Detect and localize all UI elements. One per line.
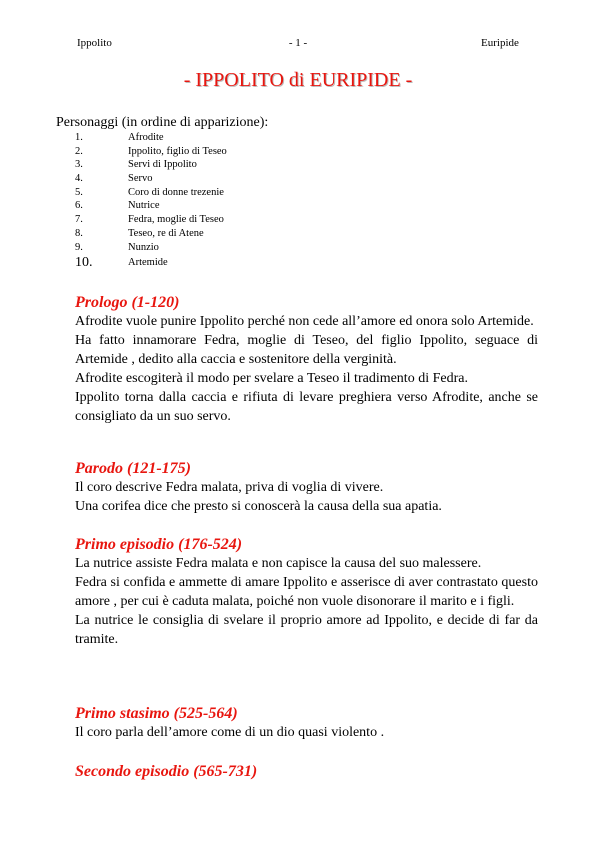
character-name: Afrodite: [128, 132, 164, 143]
item-number: 9.: [75, 241, 83, 253]
section-primo-episodio: [75, 535, 538, 650]
character-name: Coro di donne trezenie: [128, 186, 224, 198]
paragraph: Ippolito torna dalla caccia e rifiuta di levare preghiera verso Afrodite, anche se consigliato da un suo servo.: [75, 389, 538, 424]
header-left: Ippolito: [77, 37, 112, 49]
section-heading: Primo episodio (176-524): [75, 536, 243, 553]
section-heading: Prologo (1-120): [75, 294, 180, 311]
list-item: [75, 158, 227, 172]
paragraph: Fedra si confida e ammette di amare Ippolito e asserisce di aver contrastato questo amore , per cui è caduta malata, poiché non vuole disonorare il marito e i figli.: [75, 574, 538, 609]
paragraph: La nutrice le consiglia di svelare il proprio amore ad Ippolito, e decide di far da tramite.: [75, 612, 538, 647]
section-heading: Primo stasimo (525-564): [75, 705, 238, 722]
item-number: 1.: [75, 132, 83, 143]
item-number: 7.: [75, 214, 83, 226]
section-primo-stasimo: [75, 704, 538, 743]
item-number: 6.: [75, 200, 83, 212]
character-name: Artemide: [128, 257, 168, 269]
list-item: [75, 253, 227, 273]
item-number: 8.: [75, 227, 83, 239]
list-item: [75, 241, 227, 255]
item-number: 4.: [75, 173, 83, 185]
document-title: - IPPOLITO di EURIPIDE -: [183, 69, 413, 91]
list-item: [75, 227, 227, 241]
header-right: Euripide: [481, 37, 519, 49]
list-item: [75, 172, 227, 186]
characters-list: [75, 131, 227, 273]
character-name: Nunzio: [128, 241, 159, 253]
item-number: 10.: [75, 255, 93, 271]
paragraph: La nutrice assiste Fedra malata e non capisce la causa del suo malessere.: [75, 556, 482, 571]
character-name: Teseo, re di Atene: [128, 227, 204, 239]
section-prologo: [75, 293, 538, 426]
item-number: 5.: [75, 186, 83, 198]
character-name: Nutrice: [128, 200, 160, 212]
paragraph: Il coro parla dell’amore come di un dio quasi violento .: [75, 725, 385, 740]
list-item: [75, 131, 227, 145]
section-parodo: [75, 459, 538, 517]
list-item: [75, 145, 227, 159]
paragraph: Ha fatto innamorare Fedra, moglie di Teseo, del figlio Ippolito, seguace di Artemide , dedito alla caccia e sostenitore della verginità.: [75, 332, 538, 367]
list-item: [75, 186, 227, 200]
character-name: Servi di Ippolito: [128, 159, 197, 171]
character-name: Servo: [128, 173, 153, 185]
section-secondo-episodio: [75, 762, 538, 782]
section-heading: Parodo (121-175): [75, 460, 191, 477]
characters-label: Personaggi (in ordine di apparizione):: [56, 115, 269, 130]
paragraph: Una corifea dice che presto si conoscerà la causa della sua apatia.: [75, 498, 442, 514]
header-page-number: - 1 -: [288, 37, 308, 49]
item-number: 3.: [75, 159, 83, 171]
item-number: 2.: [75, 145, 83, 157]
character-name: Ippolito, figlio di Teseo: [128, 145, 227, 157]
paragraph: Afrodite escogiterà il modo per svelare a Teseo il tradimento di Fedra.: [75, 370, 468, 386]
character-name: Fedra, moglie di Teseo: [128, 214, 224, 226]
section-heading: Secondo episodio (565-731): [75, 763, 258, 780]
paragraph: Il coro descrive Fedra malata, priva di voglia di vivere.: [75, 480, 384, 495]
list-item: [75, 199, 227, 213]
list-item: [75, 213, 227, 227]
paragraph: Afrodite vuole punire Ippolito perché non cede all’amore ed onora solo Artemide.: [75, 314, 534, 329]
